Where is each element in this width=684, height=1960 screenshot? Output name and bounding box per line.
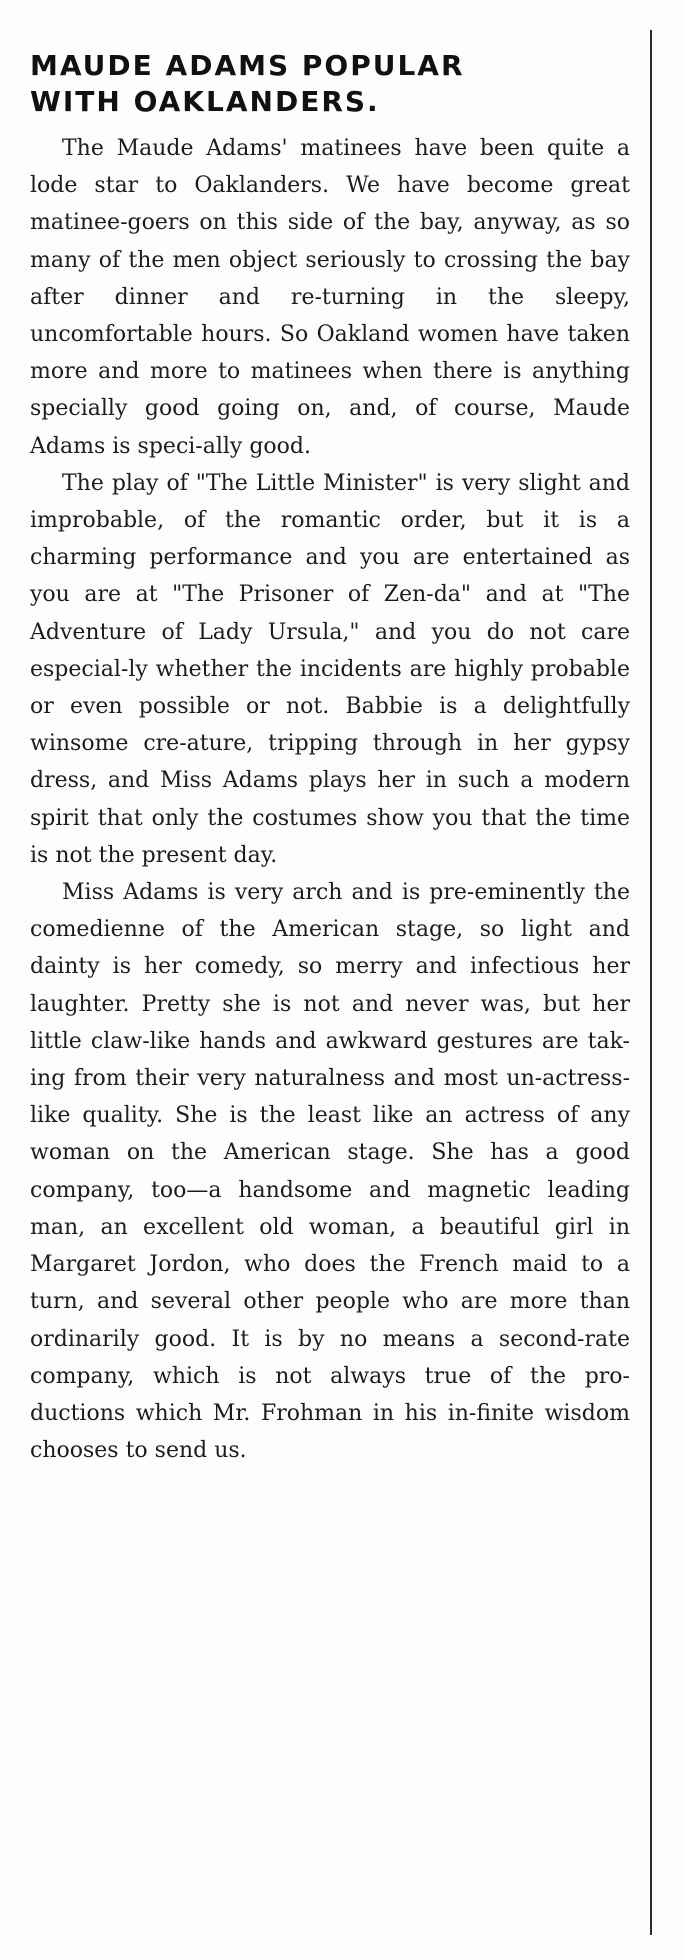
paragraph-3: Miss Adams is very arch and is pre-eminently the comedienne of the American stage, so light and dainty is her comedy, so merry and infectious her laughter. Pretty she is not and never was, but her little claw-like hands and awkward gestures are tak-ing from their very naturalness and most un-actress-like quality. She is the least like an actress of any woman on the American stage. She has a good company, too—a handsome and magnetic leading man, an excellent old woman, a beautiful girl in Margaret Jordon, who does the French maid to a turn, and several other people who are more than ordinarily good. It is by no means a second-rate company, which is not always true of the pro-ductions which Mr. Frohman in his in-finite wisdom chooses to send us. [30,880,630,1464]
article [30,48,630,1469]
column-rule [650,30,652,1935]
paragraph-2: The play of "The Little Minister" is very slight and improbable, of the romantic order, but it is a charming performance and you are entertained as you are at "The Prisoner of Zen-da" and at "The Adventure of Lady Ursula," and you do not care especial-ly whether the incidents are highly probable or even possible or not. Babbie is a delightfully winsome cre-ature, tripping through in her gypsy dress, and Miss Adams plays her in such a modern spirit that only the costumes show you that the time is not the present day. [30,470,630,868]
headline-line-2: WITH OAKLANDERS. [30,85,380,118]
article-body [30,130,630,1469]
headline-line-1: MAUDE ADAMS POPULAR [30,49,465,82]
headline [30,48,630,120]
paragraph-1: The Maude Adams' matinees have been quite a lode star to Oaklanders. We have become great matinee-goers on this side of the bay, anyway, as so many of the men object seriously to crossing the bay after dinner and re-turning in the sleepy, uncomfortable hours. So Oakland women have taken more and more to matinees when there is anything specially good going on, and, of course, Maude Adams is speci-ally good. [30,136,630,459]
